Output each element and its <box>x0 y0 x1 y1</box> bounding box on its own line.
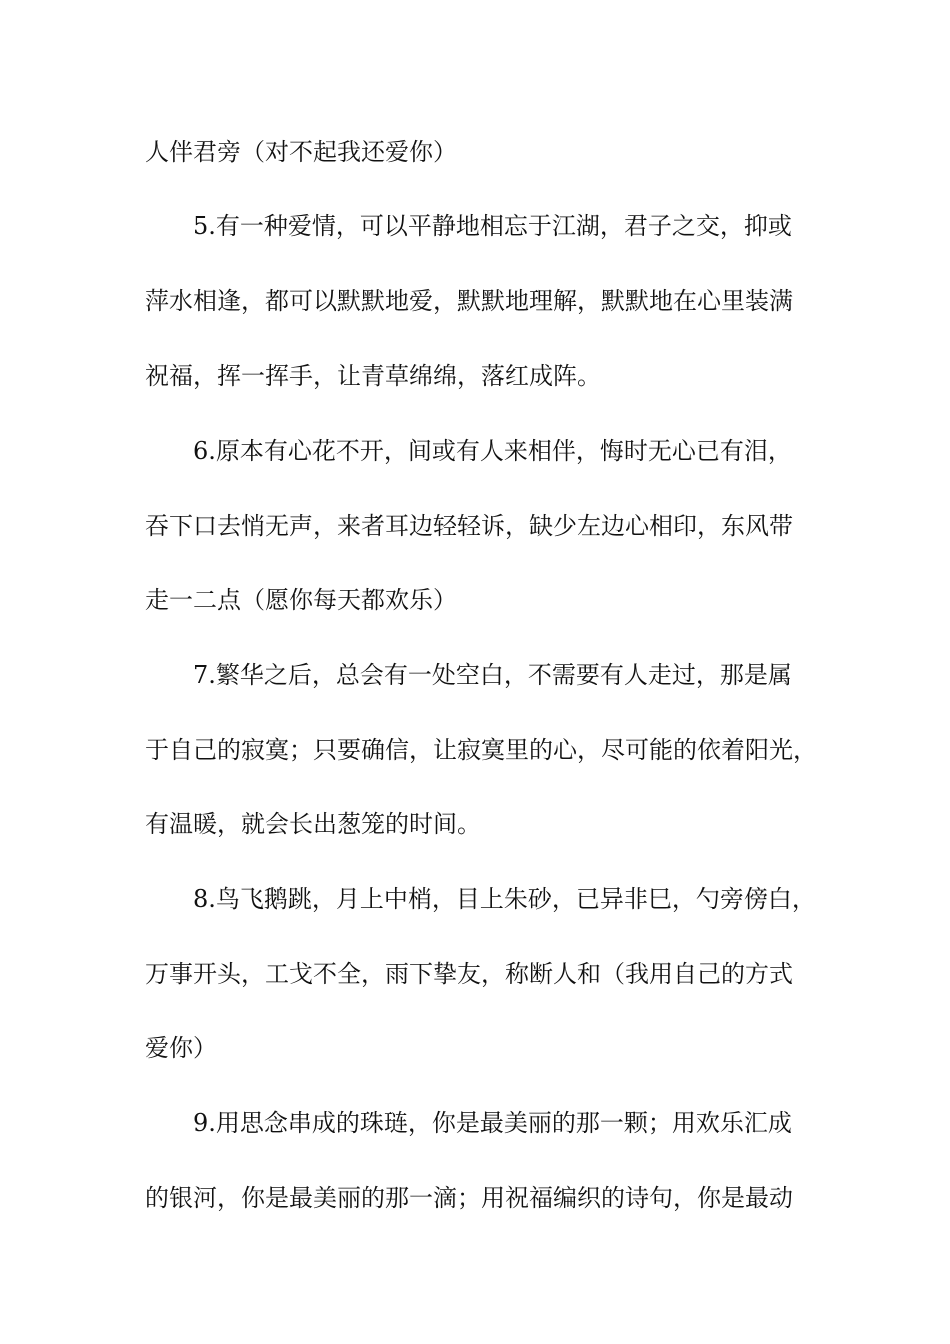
paragraph-9-line: 9.用思念串成的珠琏，你是最美丽的那一颗；用欢乐汇成 <box>193 1109 792 1137</box>
text-line: 有温暖，就会长出葱笼的时间。 <box>145 810 481 838</box>
text-line: 爱你） <box>145 1034 217 1062</box>
text-line: 吞下口去悄无声，来者耳边轻轻诉，缺少左边心相印，东风带 <box>145 512 793 540</box>
paragraph-6-line: 6.原本有心花不开，间或有人来相伴，悔时无心已有泪， <box>193 437 792 465</box>
text-line: 的银河，你是最美丽的那一滴；用祝福编织的诗句，你是最动 <box>145 1184 793 1212</box>
paragraph-8-line: 8.鸟飞鹅跳，月上中梢，目上朱砂，已异非巳，勺旁傍白， <box>193 885 816 913</box>
text-line: 萍水相逢，都可以默默地爱，默默地理解，默默地在心里装满 <box>145 287 793 315</box>
text-line: 人伴君旁（对不起我还爱你） <box>145 138 457 166</box>
text-line: 于自己的寂寞；只要确信，让寂寞里的心，尽可能的依着阳光， <box>145 736 817 764</box>
paragraph-7-line: 7.繁华之后，总会有一处空白，不需要有人走过，那是属 <box>193 661 792 689</box>
text-line: 走一二点（愿你每天都欢乐） <box>145 586 457 614</box>
text-line: 祝福，挥一挥手，让青草绵绵，落红成阵。 <box>145 362 601 390</box>
text-line: 万事开头，工戈不全，雨下挚友，称断人和（我用自己的方式 <box>145 960 793 988</box>
paragraph-5-line: 5.有一种爱情，可以平静地相忘于江湖，君子之交，抑或 <box>193 212 792 240</box>
